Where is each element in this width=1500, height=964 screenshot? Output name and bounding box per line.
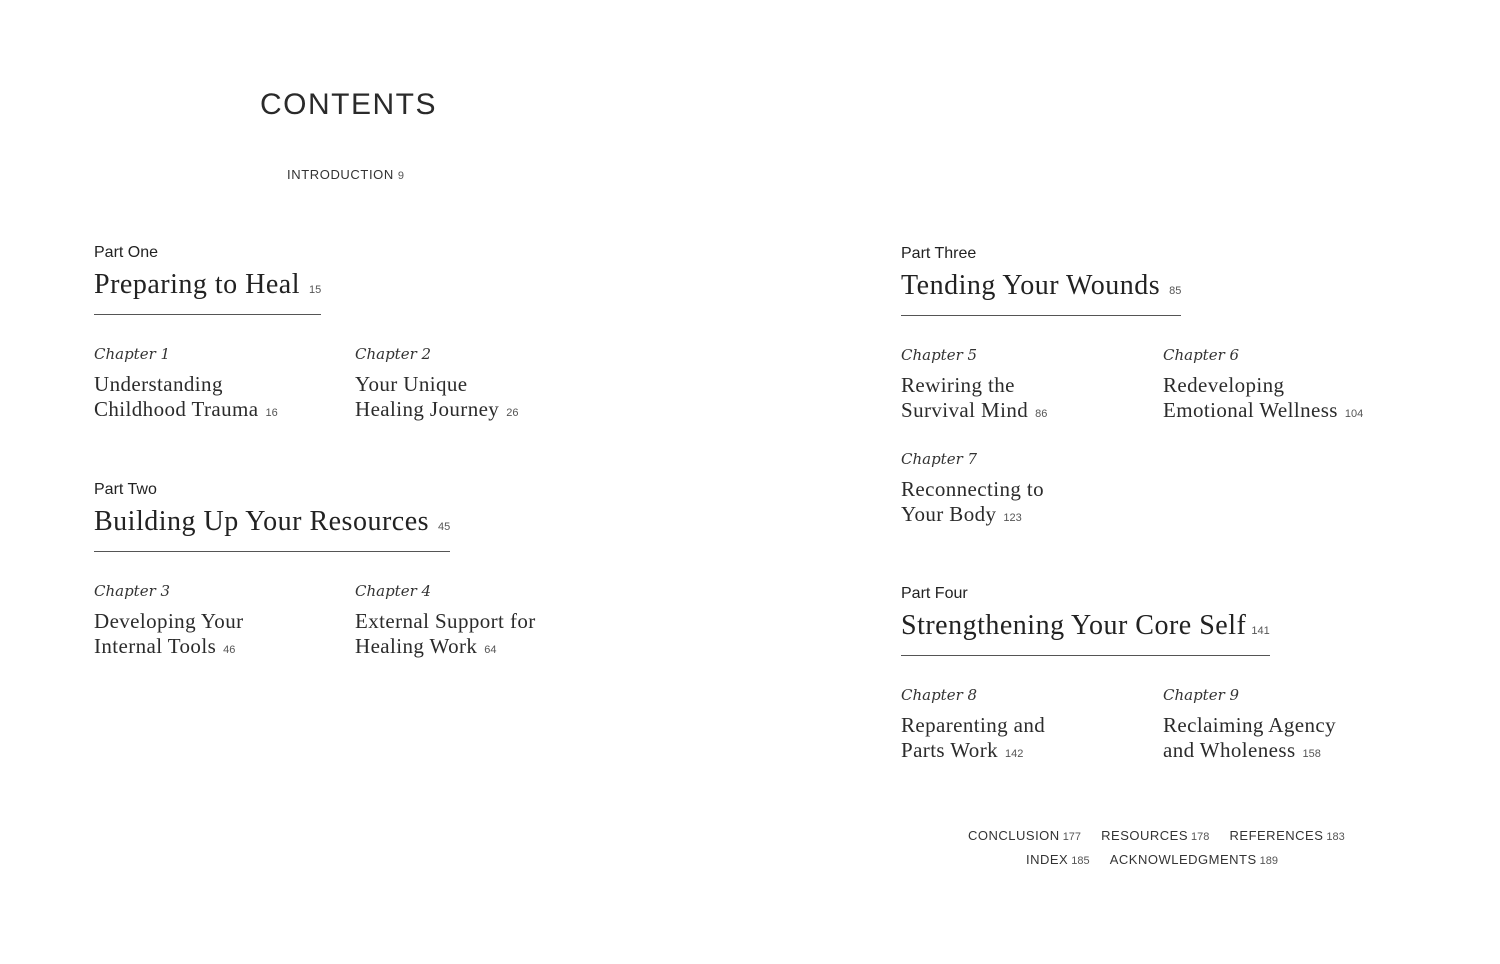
- part-one-label: Part One: [94, 244, 159, 261]
- chapter-6-label: Chapter 6: [1163, 346, 1240, 364]
- chapter-page: 16: [265, 407, 278, 419]
- toc-conclusion[interactable]: [968, 828, 1081, 843]
- chapter-title-line: and Wholeness: [1163, 738, 1296, 762]
- chapter-5-label: Chapter 5: [901, 346, 978, 364]
- chapter-2-title[interactable]: [355, 372, 518, 426]
- chapter-title-line: Rewiring the: [901, 373, 1015, 397]
- chapter-8-title[interactable]: [901, 713, 1045, 767]
- chapter-7-title[interactable]: [901, 477, 1044, 531]
- part-page: 85: [1169, 285, 1182, 297]
- part-one-title[interactable]: [94, 268, 321, 315]
- chapter-title-line: Redeveloping: [1163, 373, 1285, 397]
- part-page: 141: [1251, 625, 1270, 637]
- chapter-9-title[interactable]: [1163, 713, 1336, 767]
- page-title: CONTENTS: [260, 88, 437, 121]
- chapter-8-label: Chapter 8: [901, 686, 978, 704]
- chapter-title-line: Internal Tools: [94, 634, 217, 658]
- chapter-title-line: Understanding: [94, 372, 223, 396]
- back-matter-page: 189: [1259, 855, 1278, 867]
- chapter-5-title[interactable]: [901, 373, 1047, 427]
- chapter-title-line: Parts Work: [901, 738, 999, 762]
- chapter-title-line: Childhood Trauma: [94, 397, 259, 421]
- chapter-title-line: Your Unique: [355, 372, 468, 396]
- chapter-title-line: Emotional Wellness: [1163, 398, 1338, 422]
- part-title-text: Building Up Your Resources: [94, 506, 430, 537]
- back-matter-page: 183: [1326, 831, 1345, 843]
- chapter-9-label: Chapter 9: [1163, 686, 1240, 704]
- chapter-page: 104: [1344, 408, 1364, 420]
- part-page: 15: [309, 284, 322, 296]
- chapter-6-title[interactable]: [1163, 373, 1363, 427]
- introduction-page: 9: [397, 170, 404, 182]
- chapter-3-label: Chapter 3: [94, 582, 171, 600]
- chapter-page: 64: [484, 644, 497, 656]
- back-matter-row-2: [1018, 852, 1286, 867]
- chapter-page: 86: [1035, 408, 1048, 420]
- part-three-title[interactable]: [901, 269, 1181, 316]
- back-matter-page: 185: [1071, 855, 1090, 867]
- chapter-page: 26: [506, 407, 519, 419]
- toc-acknowledgments[interactable]: [1110, 852, 1278, 867]
- chapter-title-line: External Support for: [355, 609, 536, 633]
- part-title-text: Preparing to Heal: [94, 269, 300, 300]
- chapter-page: 123: [1003, 512, 1022, 524]
- part-three-label: Part Three: [901, 245, 977, 262]
- part-two-label: Part Two: [94, 481, 157, 498]
- part-two-title[interactable]: [94, 505, 450, 552]
- back-matter-label: ACKNOWLEDGMENTS: [1109, 852, 1257, 867]
- part-four-title[interactable]: [901, 609, 1270, 656]
- chapter-7-label: Chapter 7: [901, 450, 978, 468]
- toc-references[interactable]: [1230, 828, 1345, 843]
- back-matter-page: 177: [1062, 831, 1082, 843]
- chapter-title-line: Reclaiming Agency: [1163, 713, 1337, 737]
- chapter-1-title[interactable]: [94, 372, 278, 426]
- chapter-page: 46: [223, 644, 236, 656]
- chapter-3-title[interactable]: [94, 609, 244, 663]
- chapter-title-line: Developing Your: [94, 609, 244, 633]
- toc-introduction[interactable]: [287, 167, 404, 182]
- chapter-4-label: Chapter 4: [355, 582, 432, 600]
- chapter-1-label: Chapter 1: [94, 345, 171, 363]
- back-matter-label: CONCLUSION: [968, 828, 1060, 843]
- back-matter-row-1: [960, 828, 1353, 843]
- chapter-title-line: Healing Journey: [355, 397, 500, 421]
- chapter-page: 158: [1302, 748, 1321, 760]
- chapter-title-line: Survival Mind: [901, 398, 1029, 422]
- chapter-title-line: Your Body: [901, 502, 997, 526]
- part-four-label: Part Four: [901, 585, 968, 602]
- back-matter-label: INDEX: [1026, 852, 1069, 867]
- chapter-4-title[interactable]: [355, 609, 536, 663]
- back-matter-label: REFERENCES: [1229, 828, 1324, 843]
- part-title-text: Strengthening Your Core Self: [901, 610, 1247, 641]
- chapter-title-line: Reparenting and: [901, 713, 1046, 737]
- part-page: 45: [438, 521, 451, 533]
- back-matter-page: 178: [1191, 831, 1210, 843]
- toc-index[interactable]: [1026, 852, 1090, 867]
- toc-resources[interactable]: [1101, 828, 1209, 843]
- introduction-label: INTRODUCTION: [287, 167, 394, 182]
- chapter-title-line: Reconnecting to: [901, 477, 1045, 501]
- chapter-page: 142: [1005, 748, 1024, 760]
- chapter-2-label: Chapter 2: [355, 345, 432, 363]
- back-matter-label: RESOURCES: [1101, 828, 1189, 843]
- part-title-text: Tending Your Wounds: [901, 270, 1161, 301]
- chapter-title-line: Healing Work: [355, 634, 478, 658]
